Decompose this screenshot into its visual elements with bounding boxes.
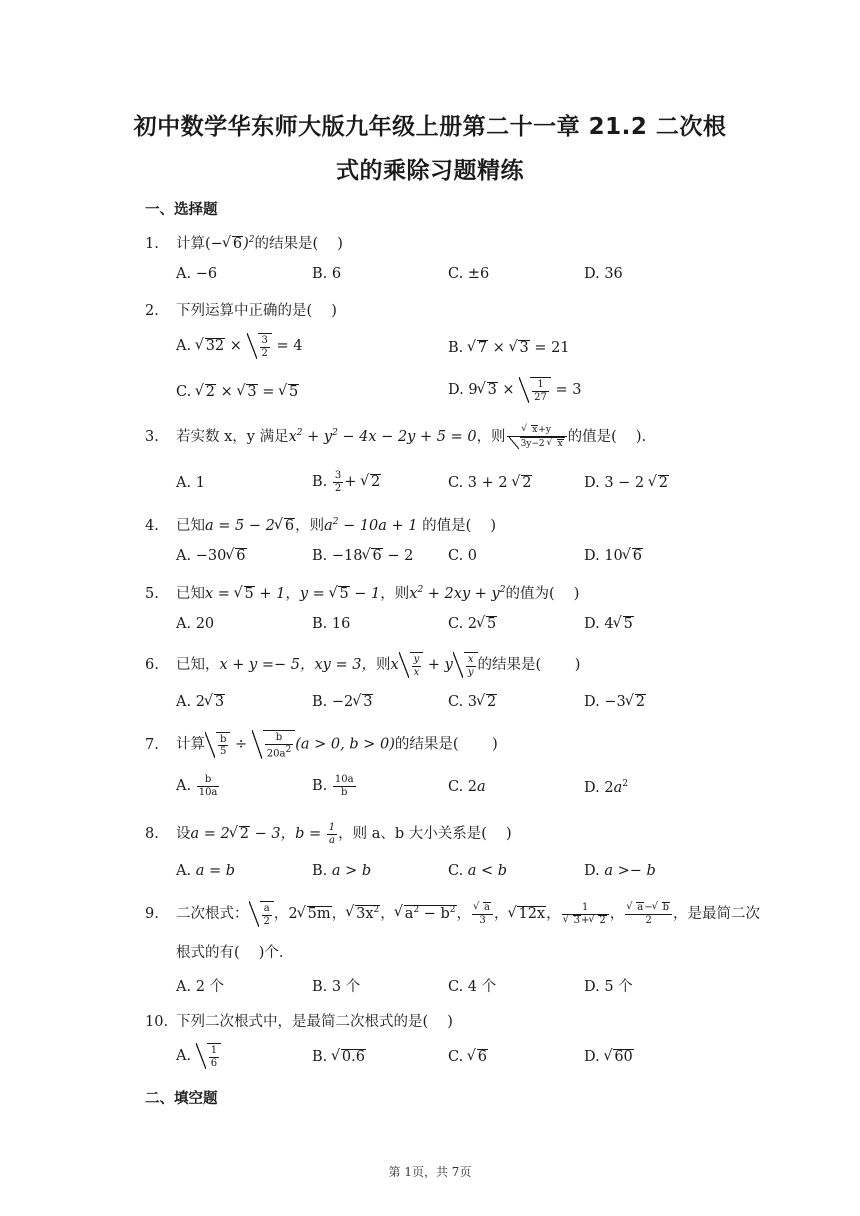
question-text: 下列二次根式中，是最简二次根式的是( ) <box>176 1014 453 1030</box>
question-text: 的结果是( ) <box>477 657 581 673</box>
question-number: 1. <box>145 236 159 252</box>
option-d: D. 10√ 6 <box>584 548 643 564</box>
option-d: D. 3 − 2 √ 2 <box>584 475 669 491</box>
question-text: 的值为( ) <box>505 586 580 602</box>
question-1: 1. 计算(−√ 6)$^2$的结果是( ) <box>145 232 343 253</box>
question-text: 的结果是( ) <box>394 736 498 753</box>
question-text: ，则 a、b 大小关系是( ) <box>338 826 512 842</box>
question-text: ，则 <box>380 586 410 602</box>
section-heading-fill: 二、填空题 <box>145 1091 218 1107</box>
option-d: D. 9√ 3 × $\frac{1}{27}$ = 3 <box>448 377 582 403</box>
option-c: C. 3√ 2 <box>448 694 497 710</box>
option-b: B. a > b <box>312 863 372 879</box>
option-d: D. 5 个 <box>584 979 633 995</box>
option-b: B. −2√ 3 <box>312 694 373 710</box>
option-c: C. 2a <box>448 779 486 795</box>
option-a: A. 2 个 <box>176 979 225 995</box>
question-2 <box>145 299 337 320</box>
question-number: 8. <box>145 826 159 842</box>
question-7: 7. 计算 $\frac{b}{5}$ ÷ $\frac{b}{20a^2}$ (a > 0, b > 0)的结果是( ) <box>145 732 498 759</box>
option-a: A. $\frac{b}{10a}$ <box>176 774 218 798</box>
question-text: ， <box>285 586 300 602</box>
option-b: B. 3 个 <box>312 979 361 995</box>
section-heading-choice: 一、选择题 <box>145 202 218 218</box>
question-text: 设 <box>176 826 191 842</box>
option-a: A. 1 <box>176 475 205 491</box>
page-title-line1: 初中数学华东师大版九年级上册第二十一章 21.2 二次根 <box>133 114 727 140</box>
question-5: 5. 已知x = √ 5 + 1，y = √ 5 − 1，则$x^2 + 2xy + y^2$的值为( ) <box>145 582 579 603</box>
option-c: C. a < b <box>448 863 508 879</box>
option-c: C. 4 个 <box>448 979 497 995</box>
option-c: C. √ 2 × √ 3 = √ 5 <box>176 384 299 400</box>
question-number: 4. <box>145 518 159 534</box>
option-b: B. −18√ 6 − 2 <box>312 548 413 564</box>
option-b: B. 16 <box>312 616 351 632</box>
question-text: 计算 <box>176 736 205 753</box>
question-3: 3. 若实数 x，y 满足$x^2 + y^2 - 4x - 2y + 5 = 0$，则 √ $\frac{x+y}{3y-2 √ x}$ 的值是( ). <box>145 425 646 449</box>
question-text: 已知 <box>176 586 205 602</box>
option-a: A. 2√ 3 <box>176 694 225 710</box>
option-d: D. 4√ 5 <box>584 616 634 632</box>
question-text: 已知， <box>176 657 220 673</box>
option-d: D. √ 60 <box>584 1049 634 1065</box>
question-text: 若实数 x，y 满足 <box>176 429 289 445</box>
page-title-line2: 式的乘除习题精练 <box>336 158 524 184</box>
question-text: 二次根式： <box>176 906 249 922</box>
question-number: 7. <box>145 736 159 753</box>
question-text: ，则 <box>476 429 506 445</box>
option-d: D. a >− b <box>584 863 656 879</box>
question-text: 已知 <box>176 518 205 534</box>
question-text: 的值是( ). <box>567 429 647 445</box>
page-footer: 第 1页，共 7页 <box>388 1165 472 1179</box>
option-d: D. 36 <box>584 266 623 282</box>
question-text: ，是最简二次 <box>673 906 761 922</box>
option-b: B. 6 <box>312 266 342 282</box>
question-number: 6. <box>145 657 159 673</box>
option-c: C. ±6 <box>448 266 490 282</box>
option-a: A. a = b <box>176 863 235 879</box>
option-d: D. $2a^2$ <box>584 779 628 796</box>
option-a: A. $\frac{1}{6}$ <box>176 1043 221 1069</box>
option-a: A. −30√ 6 <box>176 548 247 564</box>
option-b: B. √ 7 × √ 3 = 21 <box>448 340 570 356</box>
question-number: 5. <box>145 586 159 602</box>
question-text: 下列运算中正确的是( ) <box>176 303 337 319</box>
option-b: B. √ 0.6 <box>312 1049 366 1065</box>
question-9: 9. 二次根式： $\frac{a}{2}$ ，2√ 5m，√ $3x^2$，√ $a^2 - b^2$， √ $\frac{a}{3}$ ，√ 12x， 1 √ 3+√ 2 ， √ $\frac{a-√ b}{2}$ ，是最简二次 <box>145 901 760 927</box>
option-c: C. 0 <box>448 548 478 564</box>
question-text: 的值是( ) <box>417 518 497 534</box>
question-number: 9. <box>145 906 159 922</box>
question-number: 10. <box>145 1014 169 1030</box>
question-text: ，则 <box>295 518 325 534</box>
option-c: C. 3 + 2 √ 2 <box>448 475 532 491</box>
option-a: A. −6 <box>176 266 218 282</box>
option-b: B. $\frac{10a}{b}$ <box>312 774 354 798</box>
question-number: 2. <box>145 303 159 319</box>
question-number: 3. <box>145 429 159 445</box>
question-text: 的结果是( ) <box>254 236 343 252</box>
question-text: 计算( <box>176 236 211 252</box>
option-d: D. −3√ 2 <box>584 694 646 710</box>
option-b: B. $\frac{3}{2}$ + √ 2 <box>312 470 381 494</box>
option-a: A. √ 32 × $\frac{3}{2}$ = 4 <box>176 333 303 359</box>
question-4: 4. 已知a = 5 − 2√ 6，则$a^2 - 10a + 1$ 的值是( ) <box>145 514 496 535</box>
question-9-line2: 根式的有( )个. <box>176 945 284 961</box>
question-6: 6. 已知，x + y =− 5，xy = 3，则x $\frac{y}{x}$ + y $\frac{x}{y}$ 的结果是( ) <box>145 654 581 678</box>
option-a: A. 20 <box>176 616 215 632</box>
option-c: C. √ 6 <box>448 1049 488 1065</box>
question-8: 8. 设a = 2√ 2 − 3，b = $\frac{1}{a}$ ，则 a、b 大小关系是( ) <box>145 822 512 846</box>
question-10 <box>145 1010 453 1031</box>
option-c: C. 2√ 5 <box>448 616 497 632</box>
